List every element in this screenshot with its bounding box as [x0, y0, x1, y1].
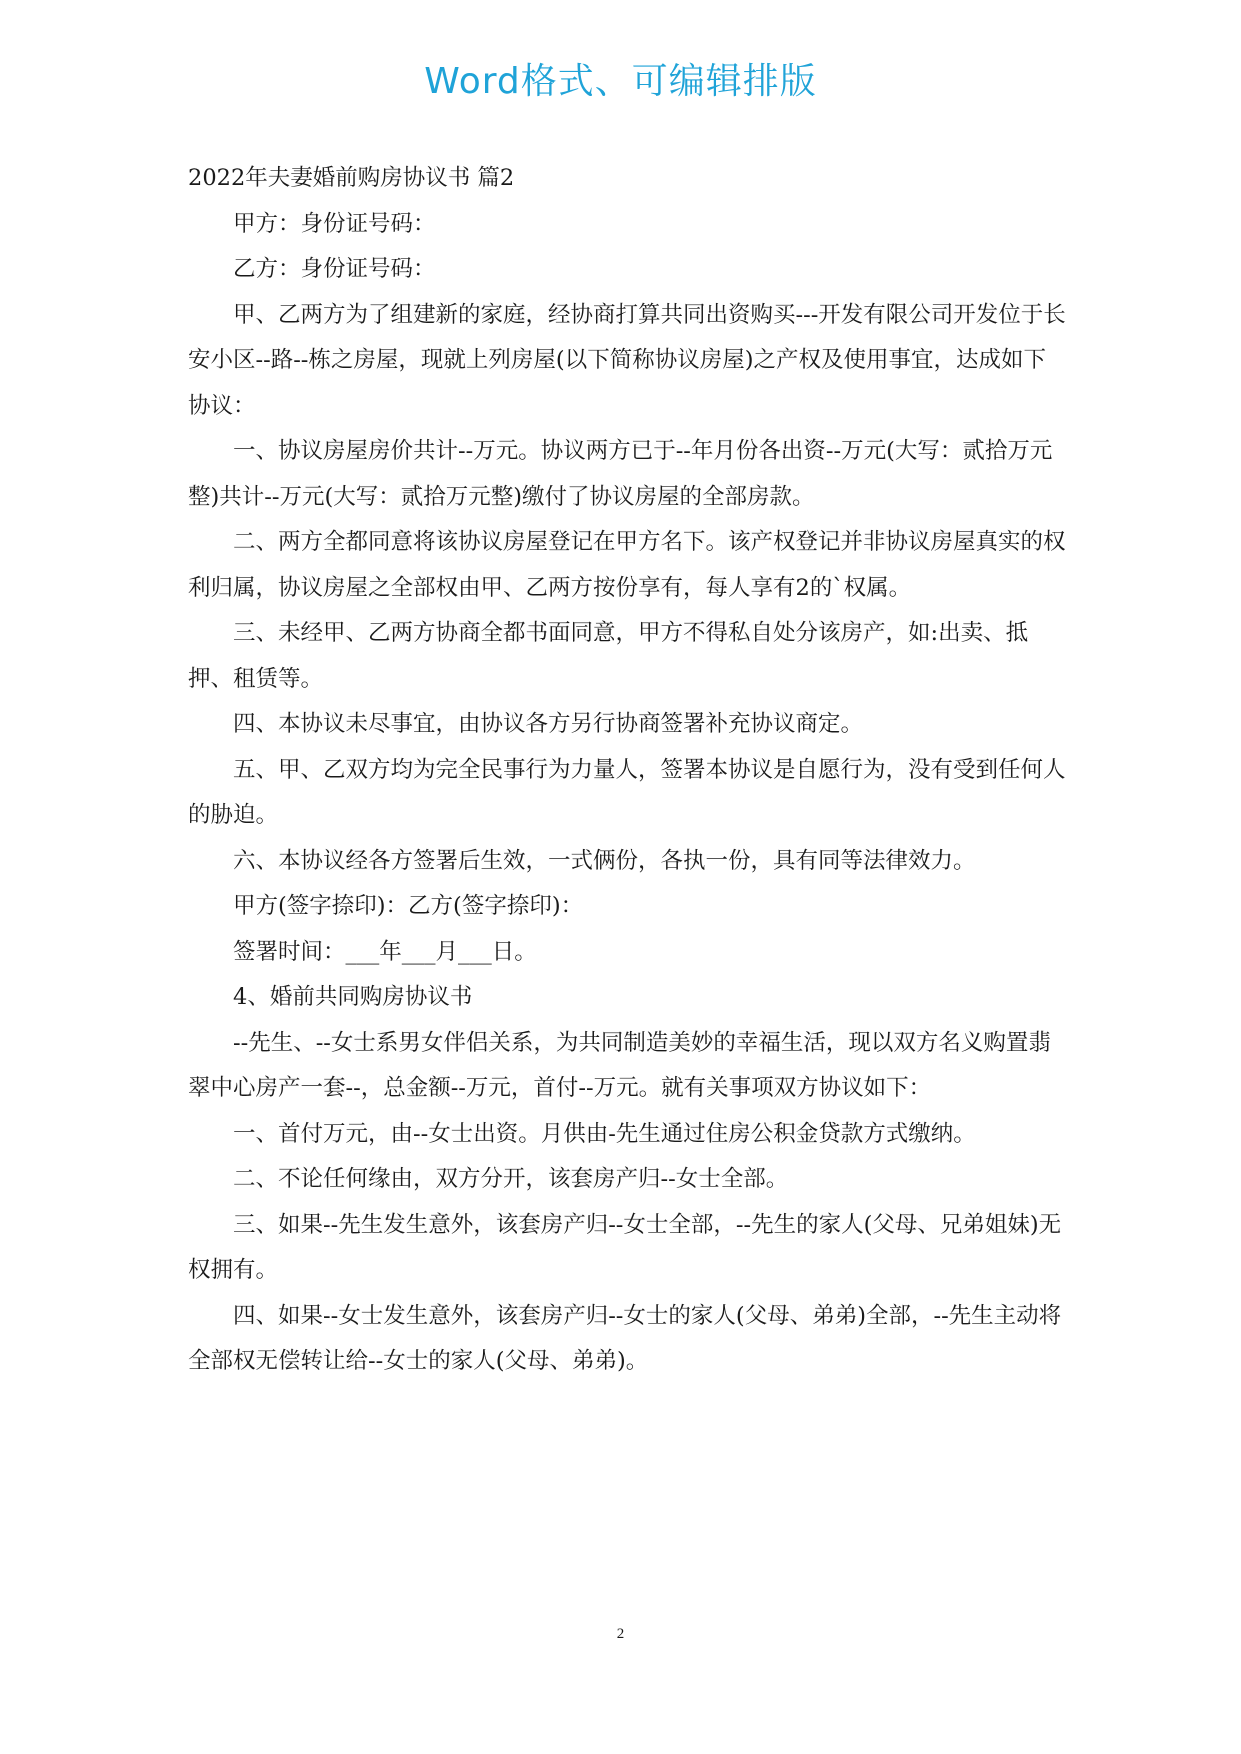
paragraph-item-3: 三、如果--先生发生意外，该套房产归--女士全部，--先生的家人(父母、兄弟姐妹)无权拥有。	[188, 1211, 1062, 1283]
paragraph-clause-6: 六、本协议经各方签署后生效，一式俩份，各执一份，具有同等法律效力。	[233, 847, 976, 874]
paragraph-intro-2: --先生、--女士系男女伴侣关系，为共同制造美妙的幸福生活，现以双方名义购置翡翠中心房产一套--，总金额--万元，首付--万元。就有关事项双方协议如下：	[188, 1029, 1051, 1101]
subsection-heading: 4、婚前共同购房协议书	[233, 984, 473, 1010]
paragraph-clause-4: 四、本协议未尽事宜，由协议各方另行协商签署补充协议商定。	[233, 711, 864, 737]
paragraph-signatures: 甲方(签字捺印)：乙方(签字捺印)：	[233, 893, 584, 919]
paragraph-party-a: 甲方：身份证号码：	[233, 210, 436, 237]
paragraph-sign-date: 签署时间：___年___月___日。	[233, 938, 537, 965]
paragraph-item-4: 四、如果--女士发生意外，该套房产归--女士的家人(父母、弟弟)全部，--先生主动将全部权无偿转让给--女士的家人(父母、弟弟)。	[188, 1302, 1062, 1374]
page-number: 2	[616, 1626, 625, 1642]
paragraph-party-b: 乙方：身份证号码：	[233, 256, 436, 282]
paragraph-item-2: 二、不论任何缘由，双方分开，该套房产归--女士全部。	[233, 1166, 789, 1192]
paragraph-clause-3: 三、未经甲、乙两方协商全都书面同意，甲方不得私自处分该房产，如:出卖、抵押、租赁等。	[188, 620, 1029, 692]
banner-title: Word格式、可编辑排版	[424, 61, 817, 102]
paragraph-clause-2: 二、两方全都同意将该协议房屋登记在甲方名下。该产权登记并非协议房屋真实的权利归属，协议房屋之全部权由甲、乙两方按份享有，每人享有2的`权属。	[188, 529, 1066, 601]
section-heading: 2022年夫妻婚前购房协议书 篇2	[188, 165, 515, 191]
document-body	[188, 156, 1068, 1385]
paragraph-item-1: 一、首付万元，由--女士出资。月供由-先生通过住房公积金贷款方式缴纳。	[233, 1120, 976, 1147]
paragraph-clause-1: 一、协议房屋房价共计--万元。协议两方已于--年月份各出资--万元(大写：贰拾万元整)共计--万元(大写：贰拾万元整)缴付了协议房屋的全部房款。	[188, 438, 1053, 510]
paragraph-clause-5: 五、甲、乙双方均为完全民事行为力量人，签署本协议是自愿行为，没有受到任何人的胁迫。	[188, 756, 1066, 828]
paragraph-preamble: 甲、乙两方为了组建新的家庭，经协商打算共同出资购买---开发有限公司开发位于长安小区--路--栋之房屋，现就上列房屋(以下简称协议房屋)之产权及使用事宜，达成如下协议：	[188, 301, 1066, 419]
